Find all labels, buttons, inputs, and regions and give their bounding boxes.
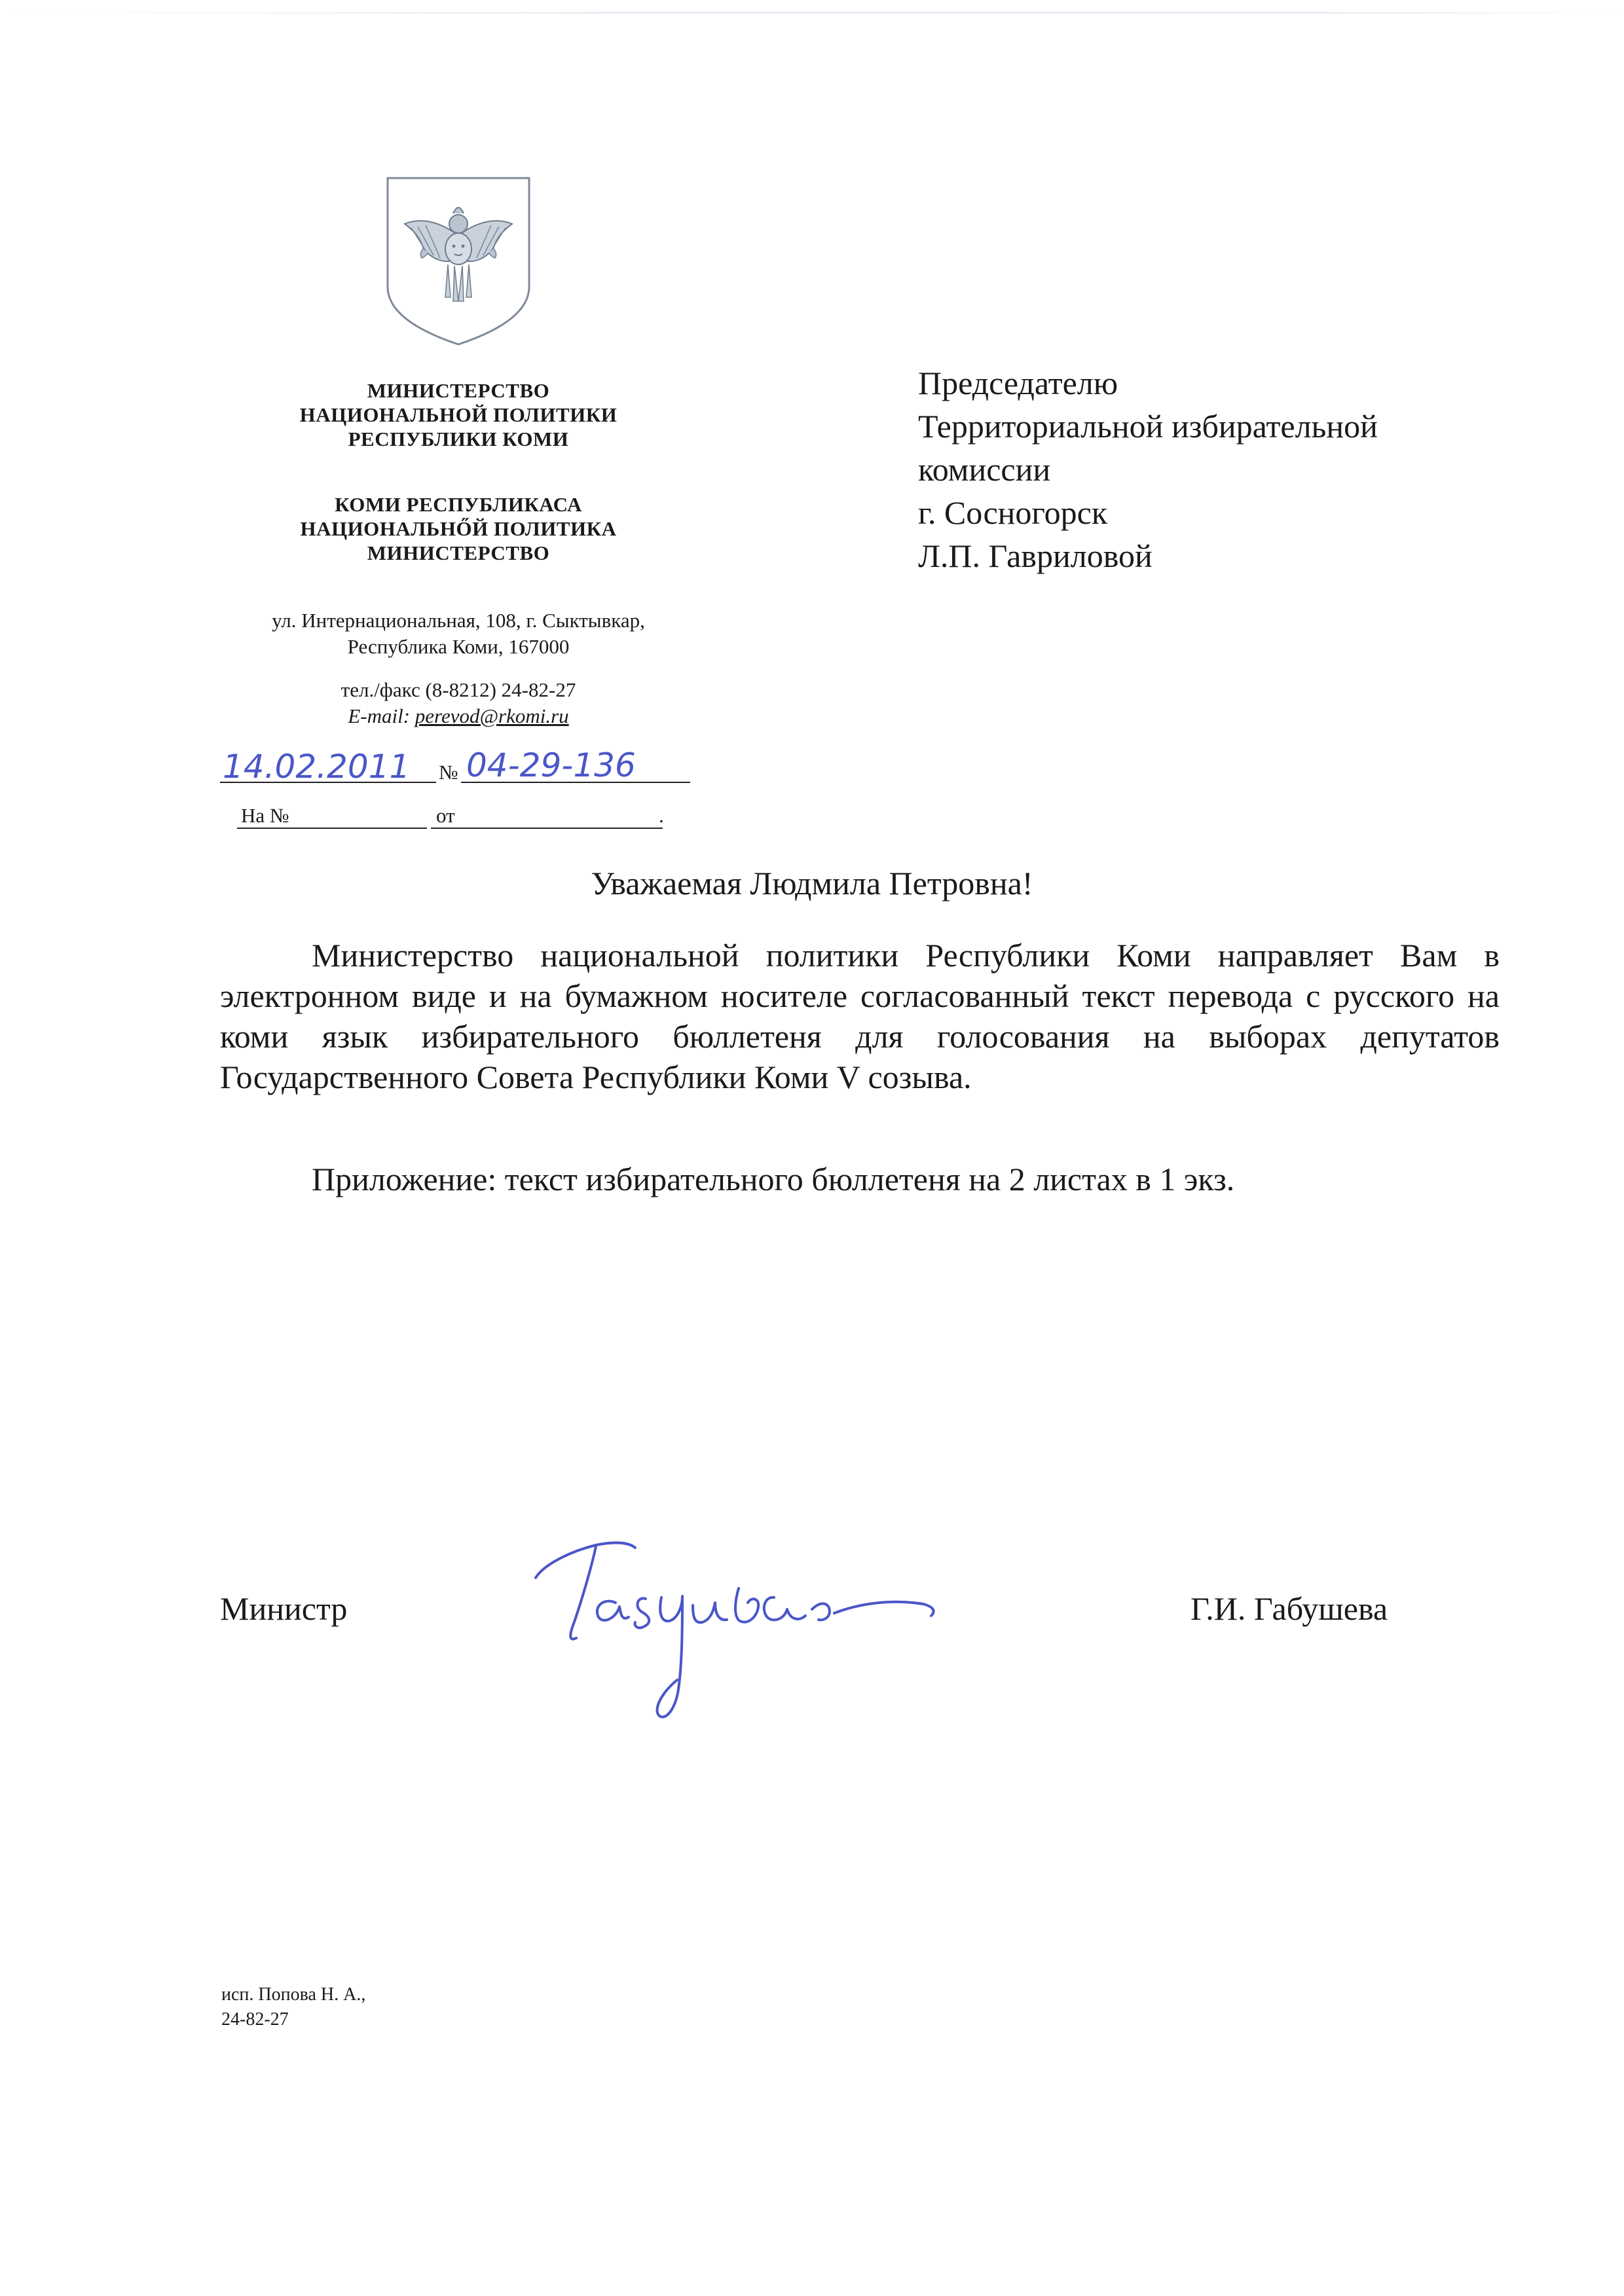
ref-from: от — [436, 804, 455, 827]
address-line-1: ул. Интернациональная, 108, г. Сыктывкар, — [272, 609, 645, 632]
email-link[interactable]: perevod@rkomi.ru — [415, 704, 569, 727]
reference-line — [237, 803, 709, 831]
greeting: Уважаемая Людмила Петровна! — [591, 865, 1033, 902]
letterhead-komi-line-2: НАЦИОНАЛЬНŐЙ ПОЛИТИКА — [300, 517, 617, 540]
signatory-title: Министр — [220, 1590, 348, 1627]
handwritten-number: 04-29-136 — [466, 746, 636, 784]
executor-block — [221, 1982, 365, 2032]
email-line — [223, 703, 694, 729]
attachment-line: Приложение: текст избирательного бюллетеня на 2 листах в 1 экз. — [312, 1161, 1235, 1197]
letterhead-komi-line-3: МИНИСТЕРСТВО — [367, 541, 550, 564]
addressee-line-3: комиссии — [918, 451, 1051, 488]
ref-number-underline — [237, 828, 427, 829]
addressee-line-5: Л.П. Гавриловой — [918, 538, 1153, 574]
komi-coat-of-arms-icon — [385, 175, 532, 347]
handwritten-date: 14.02.2011 — [223, 748, 411, 786]
body-paragraph: Министерство национальной политики Республики Коми направляет Вам в электронном виде и на бумажном носителе согласованный текст перевода с русского на коми язык избирательного бюллетеня для голосования на выборах депутатов Государственного Совета Республики Коми V созыва. — [220, 937, 1500, 1095]
letterhead-ministry-komi — [223, 492, 694, 565]
registration-line — [220, 748, 705, 787]
signatory-name: Г.И. Габушева — [1190, 1590, 1388, 1627]
letterhead-address — [223, 608, 694, 660]
letterhead-ru-line-1: МИНИСТЕРСТВО — [367, 379, 550, 402]
letterhead-komi-line-1: КОМИ РЕСПУБЛИКАСА — [335, 493, 582, 516]
executor-phone: 24-82-27 — [221, 2009, 289, 2030]
ref-end: . — [659, 804, 664, 827]
ref-label: На № — [241, 804, 289, 827]
addressee-line-2: Территориальной избирательной — [918, 408, 1378, 445]
addressee-line-1: Председателю — [918, 365, 1118, 401]
address-line-2: Республика Коми, 167000 — [347, 635, 570, 658]
letterhead-ru-line-3: РЕСПУБЛИКИ КОМИ — [348, 428, 569, 450]
addressee-block — [918, 361, 1378, 577]
phone-fax: тел./факс (8-8212) 24-82-27 — [341, 678, 576, 701]
handwritten-signature — [530, 1525, 950, 1741]
letterhead-contacts — [223, 677, 694, 729]
letterhead-ru-line-2: НАЦИОНАЛЬНОЙ ПОЛИТИКИ — [299, 403, 618, 426]
letterhead-ministry-ru — [223, 378, 694, 451]
number-sign: № — [439, 761, 458, 784]
scan-edge-line — [0, 12, 1624, 14]
addressee-line-4: г. Сосногорск — [918, 494, 1108, 531]
email-label: E-mail: — [348, 704, 411, 727]
executor-name: исп. Попова Н. А., — [221, 1984, 366, 2005]
ref-date-underline — [431, 828, 663, 829]
